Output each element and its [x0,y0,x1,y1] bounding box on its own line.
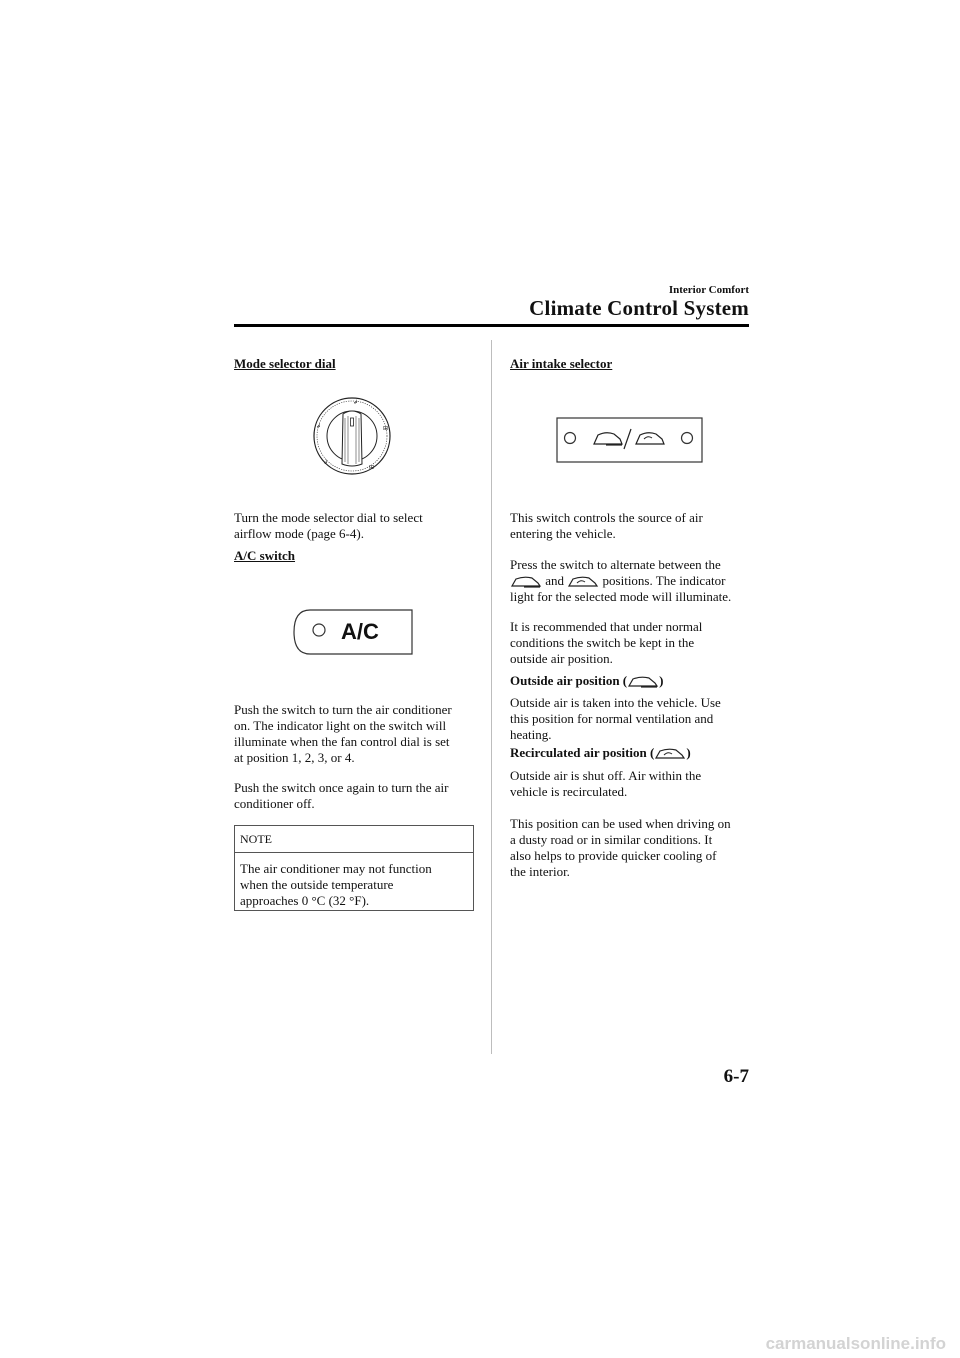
outside-air-description: Outside air is taken into the vehicle. Use this position for normal ventilation and heating. [510,695,721,742]
ac-switch-heading: A/C switch [234,548,296,563]
recommendation-text: It is recommended that under normal conditions the switch be kept in the outside air position. [510,619,703,666]
ac-label: A/C [341,619,379,644]
svg-text:⊞: ⊞ [383,425,389,432]
intake-description: This switch controls the source of air entering the vehicle. [510,510,703,541]
recirculated-air-icon [654,747,686,761]
mode-selector-heading: Mode selector dial [234,356,336,371]
header-rule [234,324,749,327]
note-title: NOTE [235,826,473,853]
mode-description: Turn the mode selector dial to select airflow mode (page 6-4). [234,510,423,541]
page-title: Climate Control System [529,296,749,320]
outside-air-heading: Outside air position ( ) [510,673,664,688]
intake-toggle-description: Press the switch to alternate between the and positions. The indicator light for the selected mode will illuminate. [510,557,732,605]
watermark: carmanualsonline.info [765,1334,946,1353]
page-number: 6-7 [723,1066,749,1087]
note-body: The air conditioner may not function when the outside temperature approaches 0 °C (32 °F). [240,861,432,908]
recirculated-air-heading: Recirculated air position ( ) [510,745,691,760]
ac-description: Push the switch to turn the air conditioner on. The indicator light on the switch will illuminate when the fan control dial is set at position 1, 2, 3, or 4. [234,702,452,765]
recirculated-usage-description: This position can be used when driving on a dusty road or in similar conditions. It also helps to provide quicker cooling of the interior. [510,816,731,879]
outside-air-icon [510,575,542,589]
section-label: Interior Comfort [668,284,749,296]
ac-off-description: Push the switch once again to turn the air conditioner off. [234,780,449,811]
svg-text:↲: ↲ [353,399,359,406]
note-box [234,825,474,911]
mode-dial-icon [307,396,397,476]
outside-air-icon [627,675,659,689]
air-intake-switch-icon [556,417,704,465]
recirculated-air-icon [567,575,599,589]
svg-text:↲: ↲ [316,423,322,430]
svg-text:⊞: ⊞ [369,464,375,471]
svg-text:↲: ↲ [323,459,329,466]
ac-switch-icon [292,608,414,656]
column-divider [491,340,492,1054]
air-intake-heading: Air intake selector [510,356,613,371]
recirculated-air-description: Outside air is shut off. Air within the vehicle is recirculated. [510,768,702,799]
